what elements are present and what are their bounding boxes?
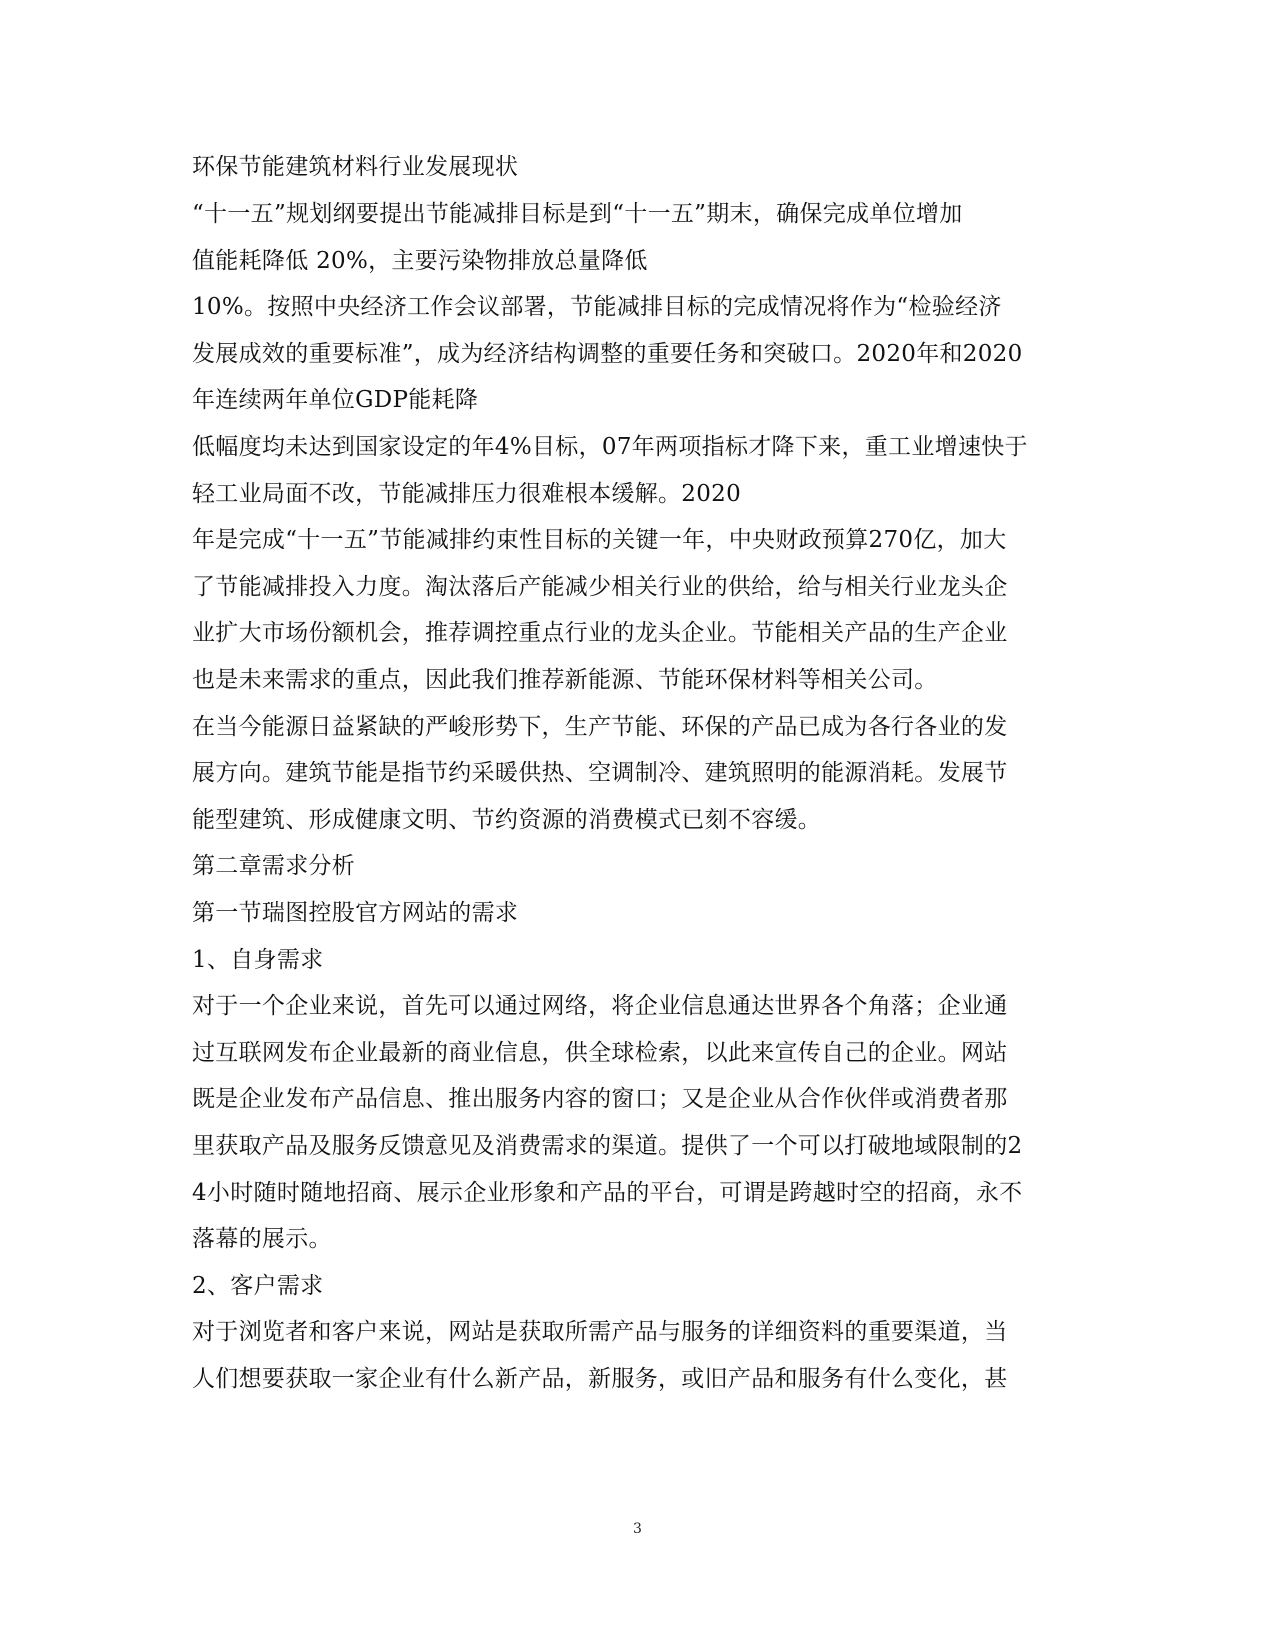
paragraph-line: 值能耗降低 20%，主要污染物排放总量降低 <box>192 248 648 274</box>
subsection-heading-self-needs: 1、自身需求 <box>192 947 324 973</box>
chapter-heading: 第二章需求分析 <box>192 853 356 879</box>
paragraph-line: 年是完成“十一五”节能减排约束性目标的关键一年，中央财政预算270亿，加大 <box>192 527 1007 553</box>
paragraph-line: 落幕的展示。 <box>192 1226 332 1252</box>
paragraph-line: 对于一个企业来说，首先可以通过网络，将企业信息通达世界各个角落；企业通 <box>192 993 1008 1019</box>
paragraph-line: 10%。按照中央经济工作会议部署，节能减排目标的完成情况将作为“检验经济 <box>192 294 1002 320</box>
paragraph-line: 对于浏览者和客户来说，网站是获取所需产品与服务的详细资料的重要渠道，当 <box>192 1319 1008 1345</box>
paragraph-line: 在当今能源日益紧缺的严峻形势下，生产节能、环保的产品已成为各行各业的发 <box>192 714 1008 740</box>
paragraph-line: 业扩大市场份额机会，推荐调控重点行业的龙头企业。节能相关产品的生产企业 <box>192 620 1008 646</box>
subsection-heading-customer-needs: 2、客户需求 <box>192 1273 324 1299</box>
paragraph-line: 了节能减排投入力度。淘汰落后产能减少相关行业的供给，给与相关行业龙头企 <box>192 574 1008 600</box>
heading-industry-status: 环保节能建筑材料行业发展现状 <box>192 154 519 180</box>
paragraph-line: 发展成效的重要标准”，成为经济结构调整的重要任务和突破口。2020年和2020 <box>192 341 1023 367</box>
page-number: 3 <box>633 1521 642 1537</box>
paragraph-line: 年连续两年单位GDP能耗降 <box>192 387 479 413</box>
paragraph-line: 既是企业发布产品信息、推出服务内容的窗口；又是企业从合作伙伴或消费者那 <box>192 1086 1008 1112</box>
section-heading: 第一节瑞图控股官方网站的需求 <box>192 900 519 926</box>
paragraph-line: 过互联网发布企业最新的商业信息，供全球检索，以此来宣传自己的企业。网站 <box>192 1040 1008 1066</box>
paragraph-line: 也是未来需求的重点，因此我们推荐新能源、节能环保材料等相关公司。 <box>192 667 938 693</box>
paragraph-line: 人们想要获取一家企业有什么新产品，新服务，或旧产品和服务有什么变化，甚 <box>192 1366 1008 1392</box>
paragraph-line: 轻工业局面不改，节能减排压力很难根本缓解。2020 <box>192 481 742 507</box>
paragraph-line: “十一五”规划纲要提出节能减排目标是到“十一五”期末，确保完成单位增加 <box>192 201 963 227</box>
paragraph-line: 能型建筑、形成健康文明、节约资源的消费模式已刻不容缓。 <box>192 807 822 833</box>
paragraph-line: 里获取产品及服务反馈意见及消费需求的渠道。提供了一个可以打破地域限制的2 <box>192 1133 1023 1159</box>
paragraph-line: 4小时随时随地招商、展示企业形象和产品的平台，可谓是跨越时空的招商，永不 <box>192 1180 1023 1206</box>
paragraph-line: 低幅度均未达到国家设定的年4%目标，07年两项指标才降下来，重工业增速快于 <box>192 434 1028 460</box>
paragraph-line: 展方向。建筑节能是指节约采暖供热、空调制冷、建筑照明的能源消耗。发展节 <box>192 760 1008 786</box>
